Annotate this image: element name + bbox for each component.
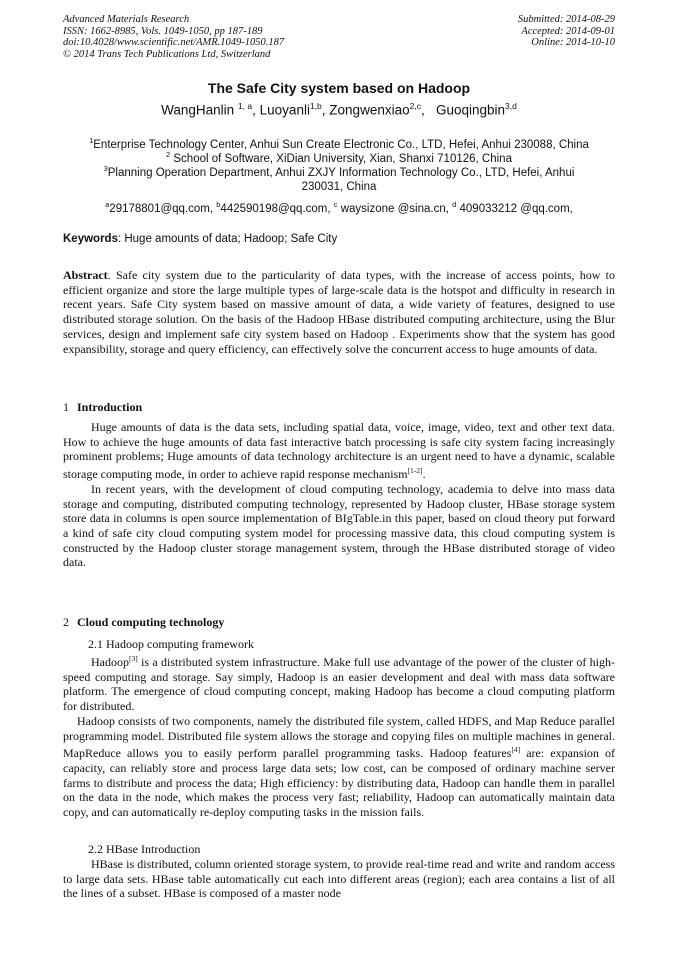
paragraph: HBase is distributed, column oriented storage system, to provide real-time read and write and random access to large data sets. HBase table automatically cut each into different areas (region); each area contains a list of all the lines of a subset. HBase is composed of a master node [63,857,615,901]
email-sup: b [216,200,221,209]
keywords-label: Keywords [63,233,118,245]
hadoop-framework-body [63,652,615,820]
affil-text: 230031, China [301,180,377,193]
paragraph [63,420,615,482]
section-heading-1 [63,400,142,415]
paragraph [63,714,615,820]
paragraph-text: Huge amounts of data is the data sets, including spatial data, voice, image, video, text and other text data. How to achieve the huge amounts of data fast interactive batch processing is safe city system facing increasingly prominent problems; Huge amounts of data technology architecture is an urgent need to have a dynamic, scalable storage computing mode, in order to achieve rapid response mechanism [63,420,615,482]
section-title: Cloud computing technology [77,615,225,629]
keywords-text: : Huge amounts of data; Hadoop; Safe City [117,233,338,245]
subsection-heading-2-2: 2.2 HBase Introduction [88,842,201,856]
citation-ref[interactable]: [3] [129,654,138,663]
email-link[interactable]: 29178801@qq.com, [109,202,214,215]
submitted-date: Submitted: 2014-08-29 [517,14,615,25]
paragraph-text: is a distributed system infrastructure. Make full use advantage of the power of the cluster of high-speed computing and storage. Say simply, Hadoop is an easier development and deal with mass data software platform. The emergence of cloud computing concept, making Hadoop has become a cloud computing platform for distributed. [63,655,615,714]
journal-name: Advanced Materials Research [63,14,190,25]
author-affil-sup: 1, a [237,101,253,111]
abstract-text: . Safe city system due to the particularity of data types, with the increase of access points, how to efficient organize and store the large multiple types of large-scale data is the hotspot and difficulty in research in recent years. Safe City system based on massive amount of data, a wide variety of features, designed to use distributed storage solution. On the basis of the Hadoop HBase distributed computing architecture, using the Blur services, design and implement safe city system based on Hadoop . Experiments show that the system has good expansibility, storage and query efficiency, can effectively solve the concurrent access to huge amounts of data. [63,268,615,356]
abstract [63,268,615,356]
email-link[interactable]: 409033212 @qq.com, [459,202,573,215]
section-heading-2 [63,615,224,630]
journal-header [63,14,284,60]
paragraph-text: Hadoop [91,655,129,669]
author-name: Zongwenxiao [329,102,410,118]
author-list: WangHanlin $^{1, a}$, Luoyanli$^{1,b}$, Zongwenxiao$^{2,c}$, Guoqingbin$^{3,d}$ [161,101,517,118]
issn-line: ISSN: 1662-8985, Vols. 1049-1050, pp 187-189 [63,25,263,37]
subsection-heading-2-1: 2.1 Hadoop computing framework [88,637,254,651]
email-list [63,198,615,216]
hbase-intro-body [63,857,615,901]
author-name: WangHanlin [161,102,235,118]
section-number: 1 [63,400,69,414]
paper-title: The Safe City system based on Hadoop [207,80,471,96]
paragraph-text: Hadoop consists of two components, namely the distributed file system, called HDFS, and Map Reduce parallel programming model. Distributed file system allows the storage and copying files on multiple machines in general. MapReduce allows you to easily perform parallel programming tasks. Hadoop features [63,713,615,761]
section-number: 2 [63,615,69,629]
email-link[interactable]: waysizone @sina.cn, [340,202,449,215]
doi-line: doi:10.4028/www.scientific.net/AMR.1049-1050.187 [63,37,285,48]
email-sup: d [452,200,457,209]
affil-text: Enterprise Technology Center, Anhui Sun Create Electronic Co., LTD, Hefei, Anhui 230088, China [93,138,589,151]
author-name: Luoyanli [259,102,310,118]
author-affil-sup: 2,c [409,101,421,111]
affil-text: School of Software, XiDian University, Xian, Shanxi 710126, China [173,152,512,165]
author-affil-sup: 3,d [505,101,517,111]
section-title: Introduction [77,400,143,414]
citation-ref[interactable]: [4] [511,745,521,755]
author-name: Guoqingbin [435,102,506,118]
introduction-body [63,420,615,570]
email-sup: c [333,200,338,209]
online-date: Online: 2014-10-10 [531,37,615,48]
affil-sup: 3 [103,164,108,173]
affil-text: Planning Operation Department, Anhui ZXJY Information Technology Co., LTD, Hefei, Anhui [107,166,575,179]
paragraph-text: are: expansion of capacity, can reliably store and process large data sets; low cost, can be composed of ordinary machine server farms to distribute and process the data; High efficiency: by distributing data, Hadoop can handle them in parallel on the data in the node, which makes the process very fast; reliability, Hadoop can automatically maintain data copy, and can automatically re-deploy computing tasks in the mission fails. [63,746,616,820]
keywords-line [63,233,337,245]
email-link[interactable]: 442590198@qq.com, [220,202,331,215]
affil-sup: 1 [89,136,94,145]
copyright-line: © 2014 Trans Tech Publications Ltd, Switzerland [63,48,271,60]
dates-header [518,14,615,49]
author-affil-sup: 1,b [309,101,322,111]
affil-sup: 2 [166,150,171,159]
accepted-date: Accepted: 2014-09-01 [521,25,615,37]
paragraph: In recent years, with the development of cloud computing technology, academia to delve into mass data storage and computing, distributed computing technology, represented by Hadoop cluster, HBase storage system store data in columns is open source implementation of BIgTable.in this paper, based on cloud theory put forward a kind of safe city cloud computing system model for processing massive data, this cloud computing system is constructed by the Hadoop cluster storage management system, through the HBase distributed storage of video data. [63,481,615,570]
citation-ref[interactable]: [1-2] [407,466,423,476]
affiliation-3 [63,162,615,194]
email-sup: a [105,200,110,209]
abstract-label: Abstract [63,268,108,282]
paragraph [63,652,615,714]
paragraph-text: . [422,467,426,482]
